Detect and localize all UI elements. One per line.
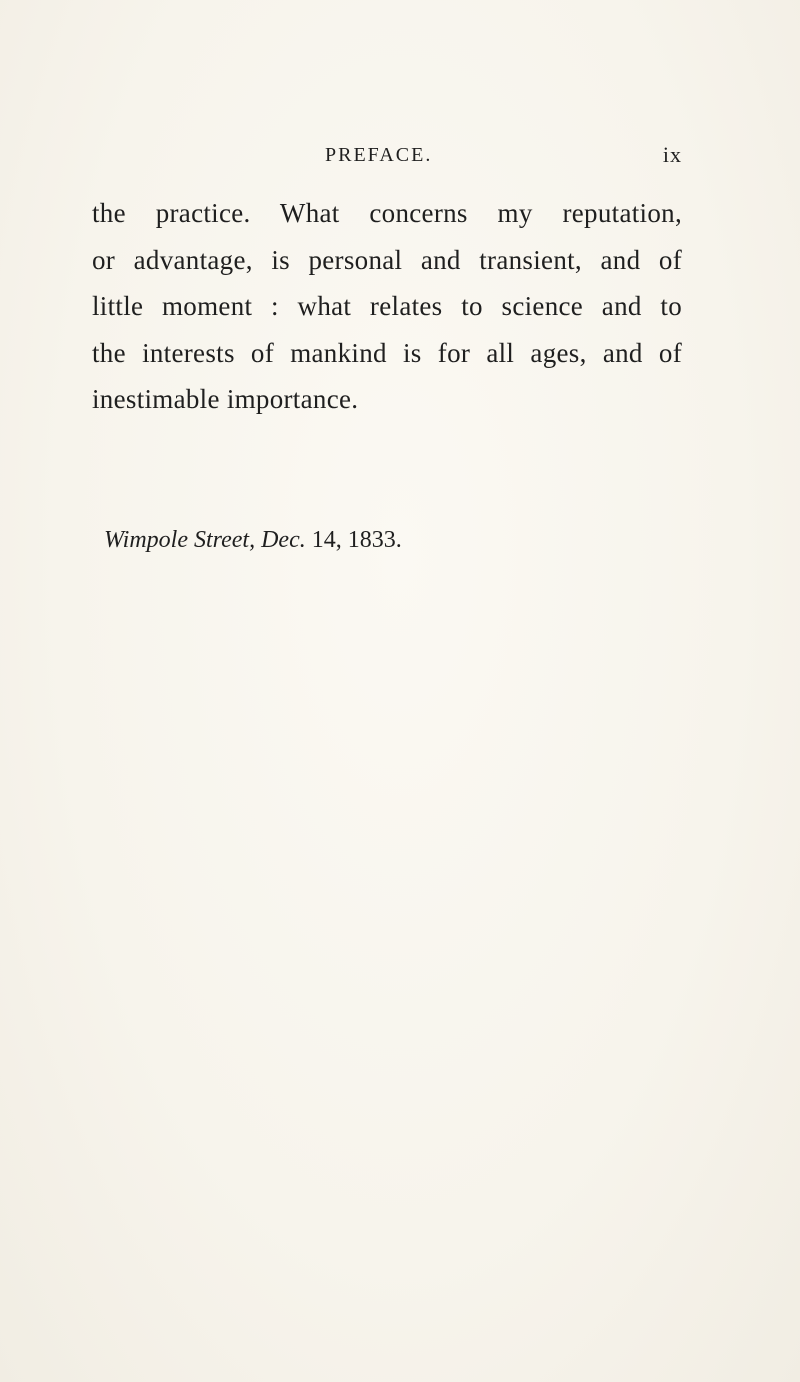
text-line: the interests of mankind is for all ages, and of (92, 337, 682, 368)
preface-paragraph (92, 190, 682, 423)
page-header (92, 140, 682, 170)
dateline-signature (104, 522, 402, 558)
signature-place: Wimpole Street, (104, 527, 256, 553)
text-line: inestimable importance. (92, 384, 359, 414)
page-number: ix (662, 142, 682, 167)
text-line: the practice. What concerns my reputation, (92, 198, 682, 228)
signature-date: 14, 1833. (311, 527, 402, 553)
signature-date-prefix: Dec. (261, 527, 306, 553)
text-line: little moment : what relates to science and to (92, 291, 682, 321)
running-title: PREFACE. (325, 144, 433, 166)
text-line: or advantage, is personal and transient, and of (92, 244, 682, 275)
